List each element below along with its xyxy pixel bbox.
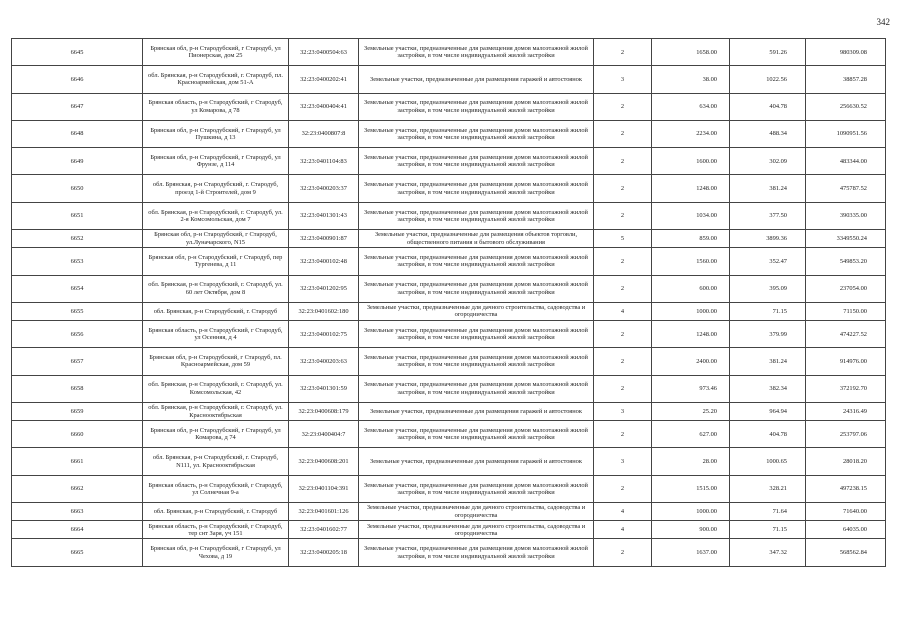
specific-value-cell: 488.34 [730,120,806,147]
group-cell: 2 [594,375,652,402]
cadastral-number-cell: 32:23:0400202:41 [289,66,359,93]
address-cell: Брянская обл, р-н Стародубский, г Стародуб, ул Фрунзе, д 114 [143,148,289,175]
table-row [12,503,886,521]
cadastral-value-cell: 71150.00 [806,302,886,320]
area-cell: 1248.00 [652,321,730,348]
cadastral-number-cell: 32:23:0401601:126 [289,503,359,521]
cadastral-value-cell: 914976.00 [806,348,886,375]
land-use-cell: Земельные участки, предназначенные для размещения домов малоэтажной жилой застройки, в том числе индивидуальной жилой застройки [359,120,594,147]
group-cell: 2 [594,321,652,348]
row-number: 6652 [12,230,143,248]
cadastral-number-cell: 32:23:0401602:180 [289,302,359,320]
row-number: 6663 [12,503,143,521]
cadastral-value-cell: 1090951.56 [806,120,886,147]
specific-value-cell: 404.78 [730,421,806,448]
area-cell: 1560.00 [652,248,730,275]
cadastral-number-cell: 32:23:0401104:391 [289,475,359,502]
address-cell: Брянская обл, р-н Стародубский, г Стародуб, ул.Луначарского, N15 [143,230,289,248]
area-cell: 1600.00 [652,148,730,175]
group-cell: 3 [594,448,652,475]
table-row [12,321,886,348]
row-number: 6664 [12,521,143,539]
specific-value-cell: 381.24 [730,348,806,375]
group-cell: 4 [594,521,652,539]
cadastral-value-cell: 372192.70 [806,375,886,402]
address-cell: обл. Брянская, р-н Стародубский, г. Стародуб, ул. Комсомольская, 42 [143,375,289,402]
table-row [12,148,886,175]
land-use-cell: Земельные участки, предназначенные для дачного строительства, садоводства и огородничества [359,302,594,320]
specific-value-cell: 71.64 [730,503,806,521]
area-cell: 1000.00 [652,503,730,521]
cadastral-number-cell: 32:23:0401104:83 [289,148,359,175]
group-cell: 2 [594,475,652,502]
cadastral-value-cell: 256630.52 [806,93,886,120]
address-cell: обл. Брянская, р-н Стародубский, г. Стародуб, пл. Красноармейская, дом 51-А [143,66,289,93]
land-use-cell: Земельные участки, предназначенные для размещения домов малоэтажной жилой застройки, в том числе индивидуальной жилой застройки [359,321,594,348]
address-cell: обл. Брянская, р-н Стародубский, г. Стародуб [143,302,289,320]
cadastral-value-cell: 24316.49 [806,402,886,420]
address-cell: Брянская обл, р-н Стародубский, г Стародуб, ул Чехова, д 19 [143,539,289,566]
table-row [12,93,886,120]
land-use-cell: Земельные участки, предназначенные для размещения гаражей и автостоянок [359,66,594,93]
specific-value-cell: 347.32 [730,539,806,566]
row-number: 6645 [12,39,143,66]
area-cell: 2400.00 [652,348,730,375]
page-number: 342 [876,17,890,27]
specific-value-cell: 381.24 [730,175,806,202]
cadastral-value-cell: 28018.20 [806,448,886,475]
table-row [12,348,886,375]
group-cell: 2 [594,421,652,448]
specific-value-cell: 328.21 [730,475,806,502]
cadastral-number-cell: 32:23:0400203:63 [289,348,359,375]
address-cell: Брянская область, р-н Стародубский, г Стародуб, ул Солнечная 9-а [143,475,289,502]
address-cell: обл. Брянская, р-н Стародубский, г. Стародуб, ул. 2-я Комсомольская, дом 7 [143,202,289,229]
cadastral-number-cell: 32:23:0401301:43 [289,202,359,229]
specific-value-cell: 352.47 [730,248,806,275]
table-row [12,230,886,248]
address-cell: Брянская обл, р-н Стародубский, г Стародуб, пл. Красноармейская, дом 59 [143,348,289,375]
area-cell: 600.00 [652,275,730,302]
row-number: 6657 [12,348,143,375]
row-number: 6661 [12,448,143,475]
table-row [12,39,886,66]
area-cell: 38.00 [652,66,730,93]
land-use-cell: Земельные участки, предназначенные для размещения домов малоэтажной жилой застройки, в том числе индивидуальной жилой застройки [359,348,594,375]
area-cell: 25.20 [652,402,730,420]
row-number: 6662 [12,475,143,502]
cadastral-number-cell: 32:23:0400901:87 [289,230,359,248]
row-number: 6651 [12,202,143,229]
row-number: 6655 [12,302,143,320]
land-registry-table [11,38,886,567]
cadastral-value-cell: 483344.00 [806,148,886,175]
address-cell: обл. Брянская, р-н Стародубский, г. Стародуб, N111, ул. Краснооктябрьская [143,448,289,475]
table-row [12,302,886,320]
address-cell: Брянская обл, р-н Стародубский, г Стародуб, ул Комарова, д 74 [143,421,289,448]
land-use-cell: Земельные участки, предназначенные для размещения домов малоэтажной жилой застройки, в том числе индивидуальной жилой застройки [359,93,594,120]
address-cell: Брянская область, р-н Стародубский, г Стародуб, ул Комарова, д 78 [143,93,289,120]
group-cell: 2 [594,175,652,202]
cadastral-value-cell: 64035.00 [806,521,886,539]
cadastral-value-cell: 568562.84 [806,539,886,566]
land-use-cell: Земельные участки, предназначенные для размещения домов малоэтажной жилой застройки, в том числе индивидуальной жилой застройки [359,539,594,566]
area-cell: 1637.00 [652,539,730,566]
land-use-cell: Земельные участки, предназначенные для размещения домов малоэтажной жилой застройки, в том числе индивидуальной жилой застройки [359,148,594,175]
cadastral-value-cell: 237054.00 [806,275,886,302]
specific-value-cell: 71.15 [730,521,806,539]
cadastral-number-cell: 32:23:0400504:63 [289,39,359,66]
address-cell: обл. Брянская, р-н Стародубский, г. Стародуб [143,503,289,521]
cadastral-number-cell: 32:23:0400608:179 [289,402,359,420]
address-cell: Брянская обл, р-н Стародубский, г Стародуб, пер Тургенева, д 11 [143,248,289,275]
specific-value-cell: 302.09 [730,148,806,175]
group-cell: 2 [594,275,652,302]
address-cell: Брянская обл, р-н Стародубский, г Стародуб, ул Пушкина, д 13 [143,120,289,147]
cadastral-number-cell: 32:23:0400807:8 [289,120,359,147]
cadastral-value-cell: 390335.00 [806,202,886,229]
specific-value-cell: 3899.36 [730,230,806,248]
row-number: 6653 [12,248,143,275]
row-number: 6659 [12,402,143,420]
group-cell: 2 [594,39,652,66]
address-cell: Брянская область, р-н Стародубский, г Стародуб, ул Осенняя, д 4 [143,321,289,348]
specific-value-cell: 377.50 [730,202,806,229]
table-row [12,421,886,448]
area-cell: 1248.00 [652,175,730,202]
specific-value-cell: 1000.65 [730,448,806,475]
land-use-cell: Земельные участки, предназначенные для размещения домов малоэтажной жилой застройки, в том числе индивидуальной жилой застройки [359,421,594,448]
specific-value-cell: 382.34 [730,375,806,402]
land-use-cell: Земельные участки, предназначенные для размещения гаражей и автостоянок [359,402,594,420]
row-number: 6658 [12,375,143,402]
address-cell: Брянская область, р-н Стародубский, г Стародуб, тер снт Заря, уч 151 [143,521,289,539]
table-row [12,521,886,539]
cadastral-number-cell: 32:23:0400404:41 [289,93,359,120]
land-use-cell: Земельные участки, предназначенные для дачного строительства, садоводства и огородничества [359,503,594,521]
row-number: 6649 [12,148,143,175]
cadastral-value-cell: 549853.20 [806,248,886,275]
specific-value-cell: 404.78 [730,93,806,120]
cadastral-number-cell: 32:23:0401602:77 [289,521,359,539]
land-use-cell: Земельные участки, предназначенные для размещения домов малоэтажной жилой застройки, в том числе индивидуальной жилой застройки [359,475,594,502]
address-cell: Брянская обл, р-н Стародубский, г Стародуб, ул Пионерская, дом 25 [143,39,289,66]
area-cell: 634.00 [652,93,730,120]
table-row [12,202,886,229]
cadastral-value-cell: 38857.28 [806,66,886,93]
group-cell: 3 [594,402,652,420]
group-cell: 2 [594,248,652,275]
area-cell: 2234.00 [652,120,730,147]
cadastral-value-cell: 71640.00 [806,503,886,521]
specific-value-cell: 591.26 [730,39,806,66]
cadastral-value-cell: 475787.52 [806,175,886,202]
area-cell: 859.00 [652,230,730,248]
group-cell: 4 [594,302,652,320]
row-number: 6656 [12,321,143,348]
table-row [12,539,886,566]
row-number: 6648 [12,120,143,147]
row-number: 6654 [12,275,143,302]
table-row [12,120,886,147]
address-cell: обл. Брянская, р-н Стародубский, г. Стародуб, проезд 1-й Строителей, дом 9 [143,175,289,202]
specific-value-cell: 379.99 [730,321,806,348]
table-row [12,175,886,202]
table-row [12,275,886,302]
land-use-cell: Земельные участки, предназначенные для размещения домов малоэтажной жилой застройки, в том числе индивидуальной жилой застройки [359,275,594,302]
cadastral-number-cell: 32:23:0400102:75 [289,321,359,348]
land-use-cell: Земельные участки, предназначенные для размещения объектов торговли, общественного питания и бытового обслуживания [359,230,594,248]
row-number: 6646 [12,66,143,93]
cadastral-number-cell: 32:23:0400203:37 [289,175,359,202]
area-cell: 627.00 [652,421,730,448]
address-cell: обл. Брянская, р-н Стародубский, г. Стародуб, ул. Краснооктябрьская [143,402,289,420]
row-number: 6647 [12,93,143,120]
specific-value-cell: 71.15 [730,302,806,320]
land-use-cell: Земельные участки, предназначенные для размещения домов малоэтажной жилой застройки, в том числе индивидуальной жилой застройки [359,248,594,275]
row-number: 6660 [12,421,143,448]
specific-value-cell: 1022.56 [730,66,806,93]
land-use-cell: Земельные участки, предназначенные для дачного строительства, садоводства и огородничества [359,521,594,539]
group-cell: 4 [594,503,652,521]
address-cell: обл. Брянская, р-н Стародубский, г. Стародуб, ул. 60 лет Октября, дом 8 [143,275,289,302]
cadastral-value-cell: 497238.15 [806,475,886,502]
area-cell: 1515.00 [652,475,730,502]
row-number: 6650 [12,175,143,202]
area-cell: 28.00 [652,448,730,475]
group-cell: 3 [594,66,652,93]
group-cell: 2 [594,539,652,566]
cadastral-number-cell: 32:23:0401301:59 [289,375,359,402]
land-use-cell: Земельные участки, предназначенные для размещения домов малоэтажной жилой застройки, в том числе индивидуальной жилой застройки [359,175,594,202]
land-use-cell: Земельные участки, предназначенные для размещения домов малоэтажной жилой застройки, в том числе индивидуальной жилой застройки [359,39,594,66]
cadastral-value-cell: 3349550.24 [806,230,886,248]
cadastral-number-cell: 32:23:0401202:95 [289,275,359,302]
group-cell: 2 [594,348,652,375]
land-use-cell: Земельные участки, предназначенные для размещения домов малоэтажной жилой застройки, в том числе индивидуальной жилой застройки [359,375,594,402]
area-cell: 1034.00 [652,202,730,229]
group-cell: 2 [594,202,652,229]
table-row [12,248,886,275]
table-row [12,375,886,402]
area-cell: 1658.00 [652,39,730,66]
group-cell: 2 [594,120,652,147]
group-cell: 5 [594,230,652,248]
land-use-cell: Земельные участки, предназначенные для размещения домов малоэтажной жилой застройки, в том числе индивидуальной жилой застройки [359,202,594,229]
specific-value-cell: 395.09 [730,275,806,302]
specific-value-cell: 964.94 [730,402,806,420]
cadastral-number-cell: 32:23:0400102:48 [289,248,359,275]
table-row [12,66,886,93]
cadastral-number-cell: 32:23:0400608:201 [289,448,359,475]
cadastral-value-cell: 474227.52 [806,321,886,348]
cadastral-value-cell: 253797.06 [806,421,886,448]
area-cell: 900.00 [652,521,730,539]
cadastral-number-cell: 32:23:0400404:7 [289,421,359,448]
area-cell: 1000.00 [652,302,730,320]
table-row [12,402,886,420]
cadastral-number-cell: 32:23:0400205:18 [289,539,359,566]
table-row [12,475,886,502]
row-number: 6665 [12,539,143,566]
table-row [12,448,886,475]
land-use-cell: Земельные участки, предназначенные для размещения гаражей и автостоянок [359,448,594,475]
group-cell: 2 [594,93,652,120]
area-cell: 973.46 [652,375,730,402]
group-cell: 2 [594,148,652,175]
cadastral-value-cell: 980309.08 [806,39,886,66]
